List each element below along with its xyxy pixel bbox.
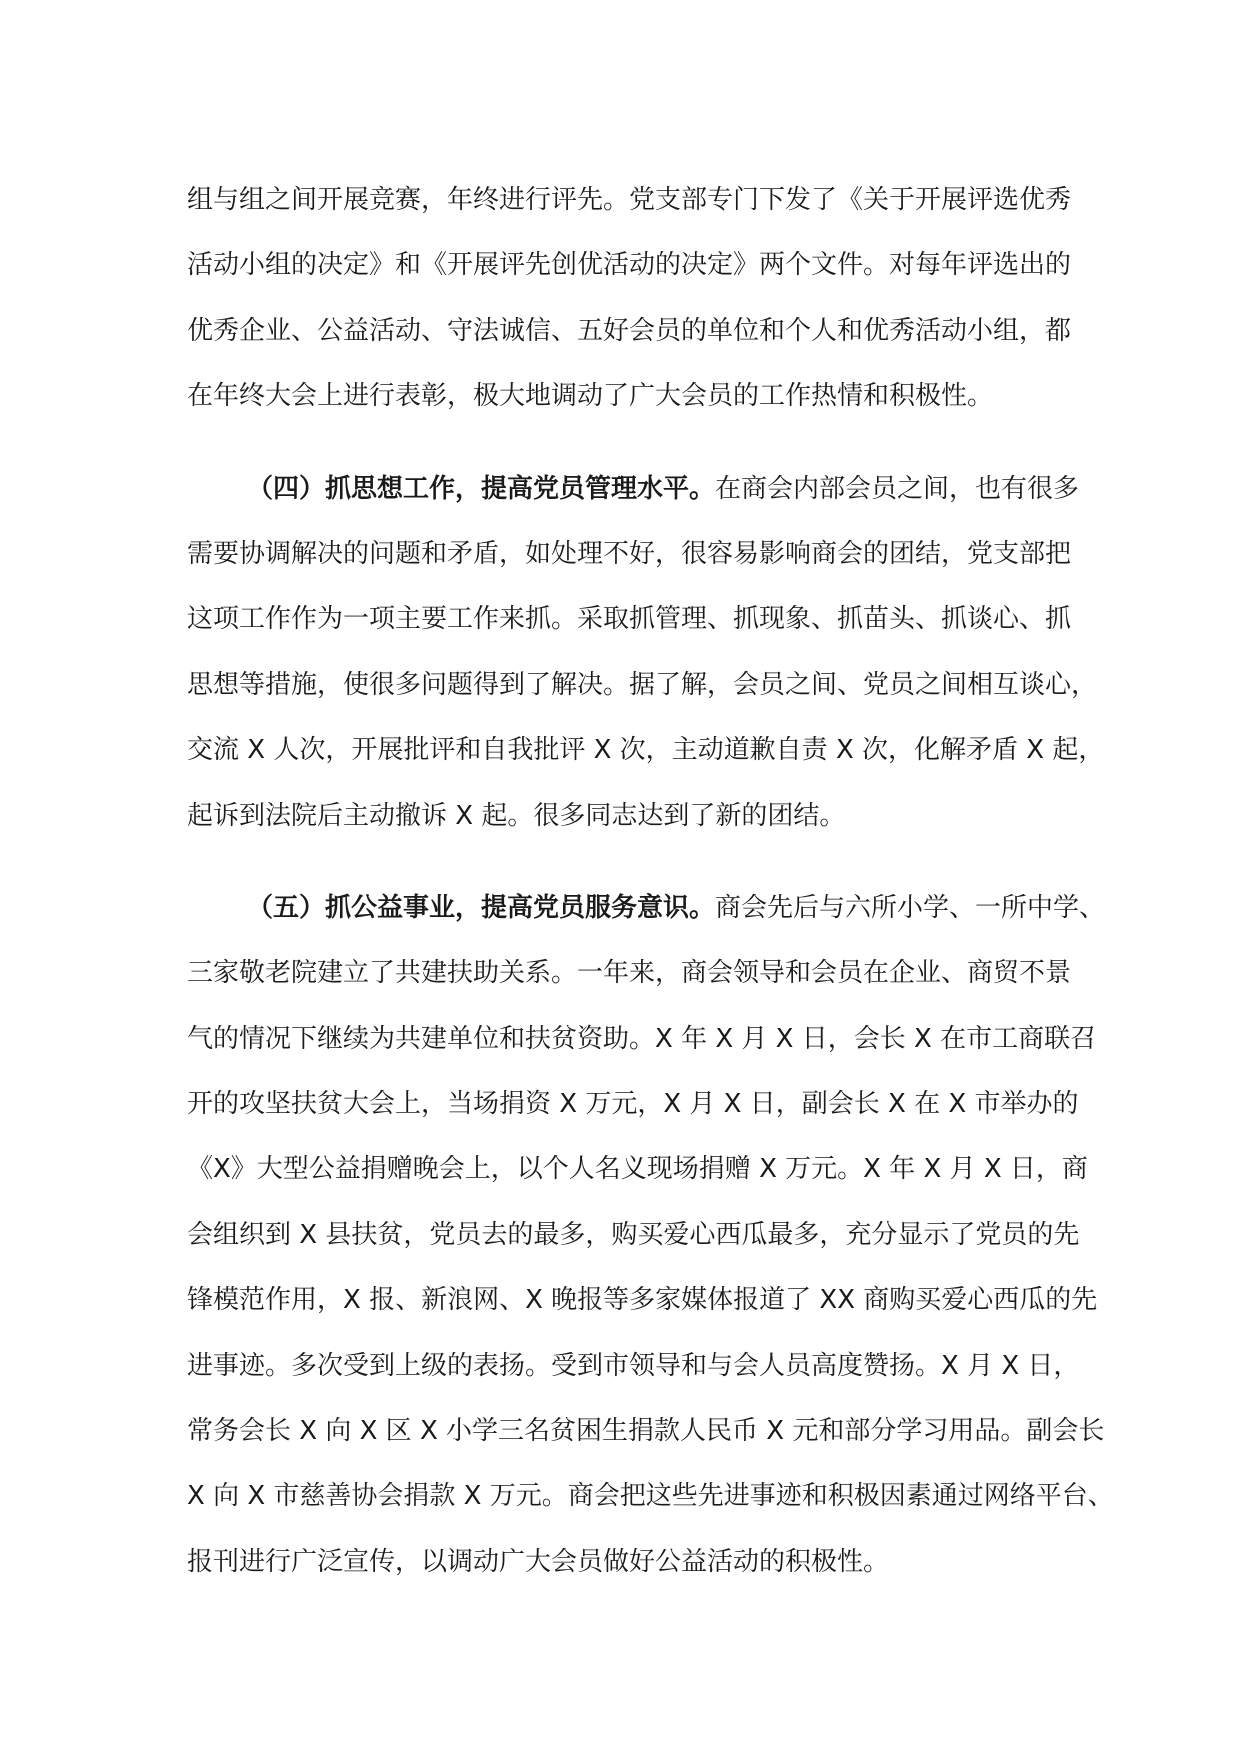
text-line: 锋模范作用，X 报、新浪网、X 晚报等多家媒体报道了 XX 商购买爱心西瓜的先 [187, 1285, 1098, 1316]
text-line [187, 457, 1080, 522]
text-line: 三家敬老院建立了共建扶助关系。一年来，商会领导和会员在企业、商贸不景 [187, 958, 1072, 989]
text-line: 这项工作作为一项主要工作来抓。采取抓管理、抓现象、抓苗头、抓谈心、抓 [187, 604, 1072, 635]
paragraph-gap [187, 849, 1072, 876]
text-line: 组与组之间开展竞赛，年终进行评先。党支部专门下发了《关于开展评选优秀 [187, 185, 1072, 215]
text-line: 《X》大型公益捐赠晚会上，以个人名义现场捐赠 X 万元。X 年 X 月 X 日，商 [187, 1154, 1088, 1185]
text-line: 常务会长 X 向 X 区 X 小学三名贫困生捐款人民币 X 元和部分学习用品。副会长 [187, 1416, 1105, 1447]
text-line: 交流 X 人次，开展批评和自我批评 X 次，主动道歉自责 X 次，化解矛盾 X 起， [187, 735, 1105, 766]
paragraph-gap [187, 430, 1072, 457]
text-line: 会组织到 X 县扶贫，党员去的最多，购买爱心西瓜最多，充分显示了党员的先 [187, 1219, 1080, 1250]
text-line: 报刊进行广泛宣传，以调动广大会员做好公益活动的积极性。 [187, 1546, 890, 1577]
section-heading: （五）抓公益事业，提高党员服务意识。 [247, 892, 716, 923]
text-line [187, 876, 1106, 941]
text-line: 进事迹。多次受到上级的表扬。受到市领导和与会人员高度赞扬。X 月 X 日， [187, 1350, 1080, 1381]
section-heading: （四）抓思想工作，提高党员管理水平。 [247, 473, 716, 504]
text-line: 在年终大会上进行表彰，极大地调动了广大会员的工作热情和积极性。 [187, 381, 994, 412]
paragraph-public-welfare [187, 876, 1114, 1595]
document-body [187, 168, 1114, 1595]
text-run: 在商会内部会员之间，也有很多 [715, 473, 1080, 504]
text-line: 起诉到法院后主动撤诉 X 起。很多同志达到了新的团结。 [187, 800, 846, 831]
text-line: 思想等措施，使很多问题得到了解决。据了解，会员之间、党员之间相互谈心， [187, 669, 1098, 700]
paragraph-ideological-work [187, 457, 1105, 849]
text-line: X 向 X 市慈善协会捐款 X 万元。商会把这些先进事迹和积极因素通过网络平台、 [187, 1481, 1114, 1512]
text-line: 气的情况下继续为共建单位和扶贫资助。X 年 X 月 X 日，会长 X 在市工商联召 [187, 1023, 1097, 1054]
text-line: 活动小组的决定》和《开展评先创优活动的决定》两个文件。对每年评选出的 [187, 250, 1072, 281]
text-line: 开的攻坚扶贫大会上，当场捐资 X 万元，X 月 X 日，副会长 X 在 X 市举办的 [187, 1089, 1079, 1120]
paragraph-evaluation [187, 168, 1072, 430]
text-line: 优秀企业、公益活动、守法诚信、五好会员的单位和个人和优秀活动小组，都 [187, 315, 1072, 346]
text-run: 商会先后与六所小学、一所中学、 [715, 892, 1106, 923]
text-line: 需要协调解决的问题和矛盾，如处理不好，很容易影响商会的团结，党支部把 [187, 538, 1072, 569]
